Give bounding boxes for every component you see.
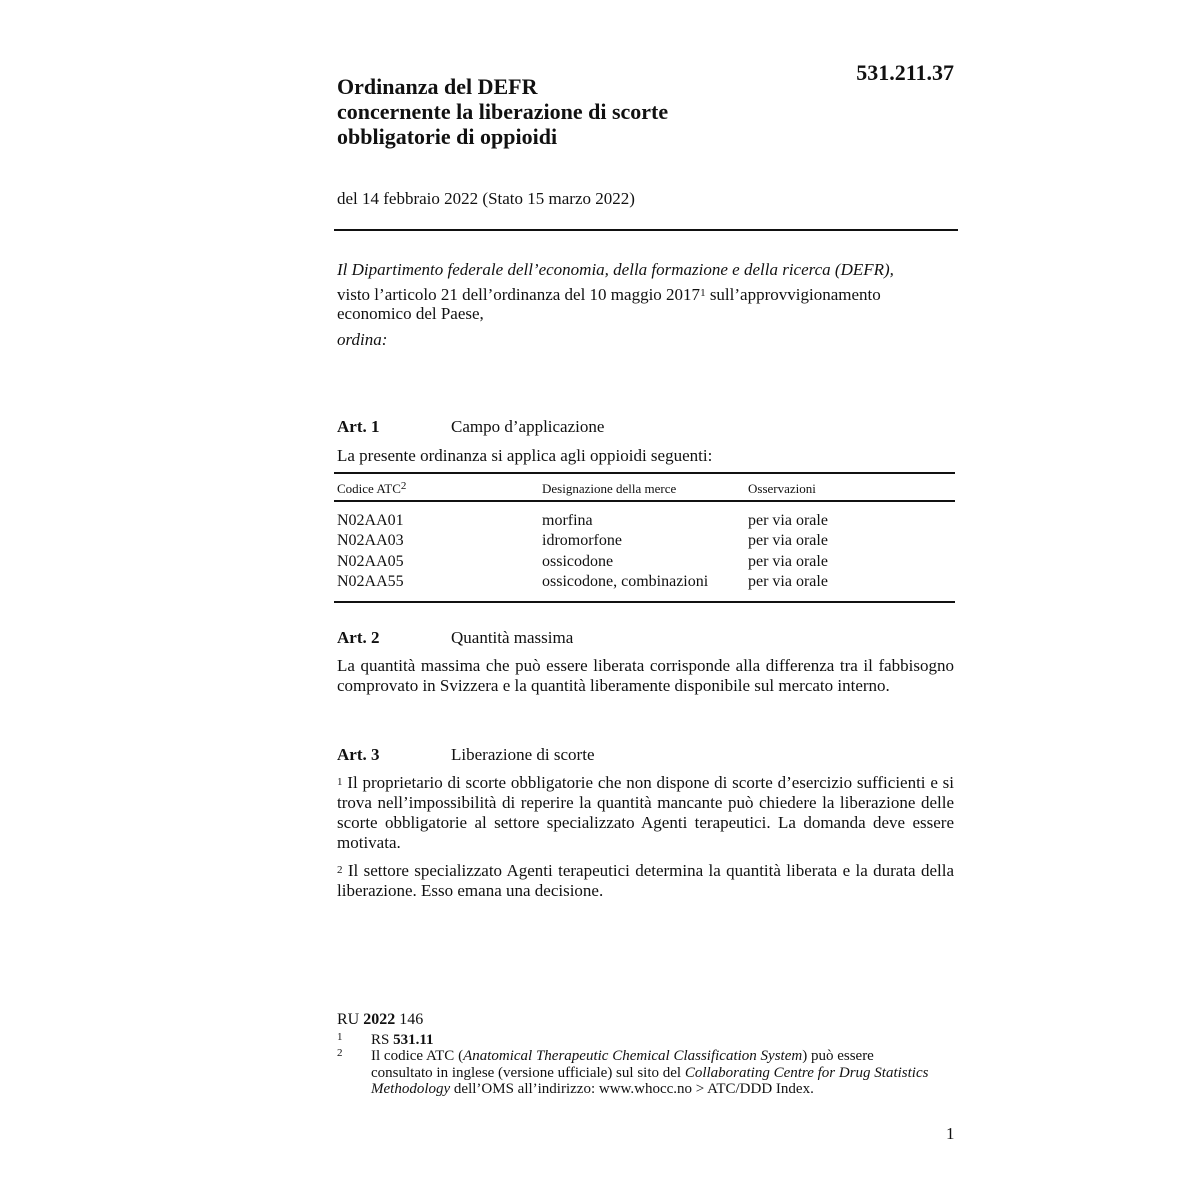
paragraph-mark: 2 bbox=[337, 864, 343, 876]
column-header-label: Codice ATC bbox=[337, 481, 401, 496]
cell-designation: ossicodone bbox=[542, 552, 614, 570]
cell-atc-code: N02AA01 bbox=[337, 512, 404, 529]
article-2-text bbox=[337, 656, 954, 696]
cell-remarks: per via orale bbox=[748, 532, 828, 550]
footnote-segment-italic: Collaborating Centre for Drug Statistics Methodology bbox=[371, 1064, 929, 1097]
column-header-designation: Designazione della merce bbox=[542, 481, 677, 496]
footnote-text bbox=[371, 1048, 937, 1098]
footnote-mark: 1 bbox=[337, 1031, 343, 1043]
article-1-heading bbox=[337, 417, 604, 437]
table-row bbox=[334, 512, 955, 532]
footnote-1 bbox=[337, 1032, 937, 1049]
cell-remarks: per via orale bbox=[748, 552, 828, 570]
legal-basis-text: visto l’articolo 21 dell’ordinanza del 10 maggio 2017 bbox=[337, 284, 701, 304]
cell-designation: morfina bbox=[542, 512, 593, 529]
paragraph-text: Il settore specializzato Agenti terapeutici determina la quantità liberata e la durata della liberazione. Esso emana una decisione. bbox=[337, 861, 954, 900]
preamble bbox=[337, 260, 957, 349]
preamble-decree: ordina: bbox=[337, 329, 388, 349]
table-row bbox=[334, 573, 955, 593]
cell-atc-code: N02AA05 bbox=[337, 552, 404, 570]
paragraph-mark: 1 bbox=[337, 776, 343, 788]
article-1-text bbox=[337, 446, 954, 466]
article-number: Art. 3 bbox=[337, 745, 380, 764]
article-number: Art. 2 bbox=[337, 628, 380, 647]
cell-atc-code: N02AA55 bbox=[337, 572, 404, 590]
document-title bbox=[337, 74, 668, 149]
table-row bbox=[334, 553, 955, 573]
preamble-authority: Il Dipartimento federale dell’economia, della formazione e della ricerca (DEFR), bbox=[337, 260, 894, 279]
paragraph-text: Il proprietario di scorte obbligatorie che non dispone di scorte d’esercizio sufficienti e si trova nell’impossibilità di reperire la quantità mancante può chiedere la liberazione delle scorte obbligatorie al settore specializzato Agenti terapeutici. La domanda deve essere motivata. bbox=[337, 773, 954, 852]
footnote-ref[interactable]: 2 bbox=[400, 480, 407, 492]
title-line: obbligatorie di oppioidi bbox=[337, 124, 558, 149]
title-line: Ordinanza del DEFR bbox=[337, 74, 538, 99]
article-paragraph: La presente ordinanza si applica agli oppioidi seguenti: bbox=[337, 446, 713, 465]
footnote-segment: ) può essere consultato in inglese (versione ufficiale) sul sito del bbox=[371, 1048, 874, 1081]
cell-remarks: per via orale bbox=[748, 572, 828, 590]
table-rule bbox=[334, 601, 955, 603]
ru-prefix: RU bbox=[337, 1011, 360, 1028]
ru-page: 146 bbox=[399, 1011, 424, 1028]
article-paragraph bbox=[337, 773, 954, 853]
footnote-segment: dell’OMS all’indirizzo: www.whocc.no > ATC/DDD Index. bbox=[450, 1081, 814, 1097]
cell-designation: idromorfone bbox=[542, 532, 622, 550]
cell-remarks: per via orale bbox=[748, 512, 828, 529]
cell-atc-code: N02AA03 bbox=[337, 532, 404, 550]
document-date: del 14 febbraio 2022 (Stato 15 marzo 2022) bbox=[337, 189, 635, 208]
footnote-segment-italic: Anatomical Therapeutic Chemical Classification System bbox=[463, 1048, 803, 1064]
article-title: Campo d’applicazione bbox=[451, 417, 605, 436]
footnote-prefix: RS bbox=[371, 1032, 394, 1048]
table-row bbox=[334, 532, 955, 552]
footnote-2 bbox=[337, 1048, 937, 1098]
preamble-legal-basis bbox=[337, 285, 957, 324]
opioids-table bbox=[334, 472, 955, 603]
table-body bbox=[334, 502, 955, 601]
table-header bbox=[334, 474, 955, 500]
footnote-rs-number: 531.11 bbox=[393, 1032, 434, 1048]
article-3-text bbox=[337, 773, 954, 901]
header-divider bbox=[334, 229, 958, 231]
page-number: 1 bbox=[946, 1124, 955, 1143]
sr-number: 531.211.37 bbox=[856, 60, 954, 85]
article-paragraph bbox=[337, 861, 954, 901]
article-paragraph: La quantità massima che può essere liberata corrisponde alla differenza tra il fabbisogno comprovato in Svizzera e la quantità liberamente disponibile sul mercato interno. bbox=[337, 656, 954, 695]
footnote-ref[interactable]: 1 bbox=[700, 286, 706, 299]
official-compilation-ref bbox=[337, 1011, 423, 1029]
column-header-atc bbox=[337, 481, 406, 497]
article-3-heading bbox=[337, 745, 595, 765]
article-2-heading bbox=[337, 628, 573, 648]
footnote-text bbox=[371, 1032, 937, 1049]
title-line: concernente la liberazione di scorte bbox=[337, 99, 669, 124]
article-title: Liberazione di scorte bbox=[451, 745, 595, 764]
legal-basis-text: sull’approvvigionamento economico del Paese, bbox=[337, 284, 881, 323]
ru-year: 2022 bbox=[363, 1011, 396, 1028]
footnote-mark: 2 bbox=[337, 1047, 343, 1059]
article-title: Quantità massima bbox=[451, 628, 574, 647]
footnote-segment: Il codice ATC ( bbox=[371, 1048, 464, 1064]
column-header-remarks: Osservazioni bbox=[748, 481, 816, 496]
article-number: Art. 1 bbox=[337, 417, 380, 436]
cell-designation: ossicodone, combinazioni bbox=[542, 572, 709, 590]
